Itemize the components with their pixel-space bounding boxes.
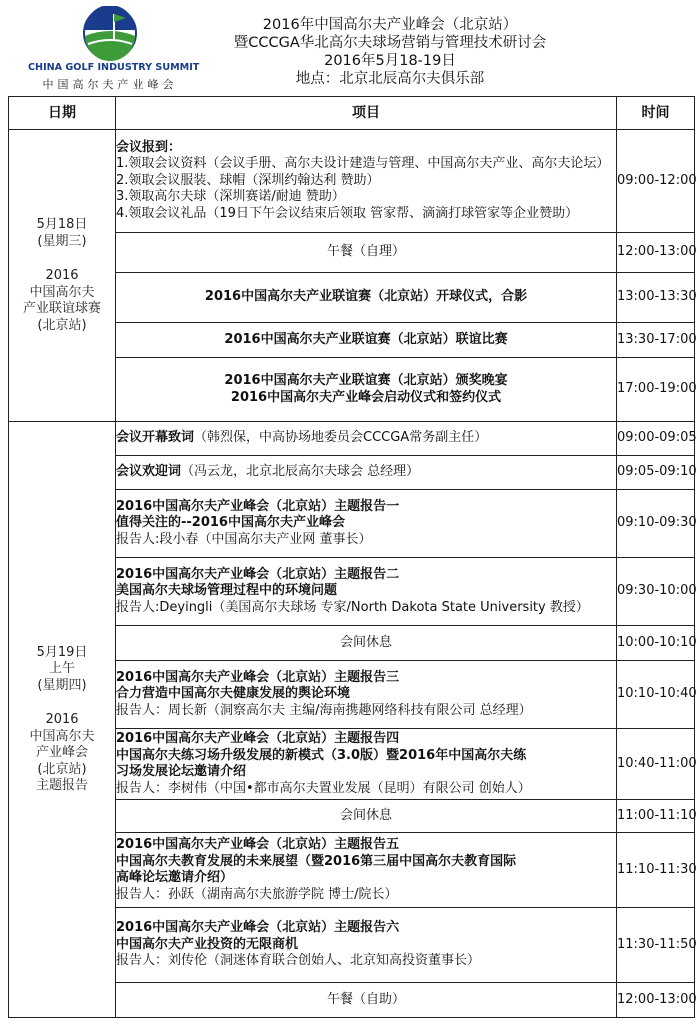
report-4-topic-2: 习场发展论坛邀请介绍 <box>116 764 247 779</box>
registration-title: 会议报到： <box>116 139 182 155</box>
report-2-cell <box>116 558 617 626</box>
time-cell: 11:10-11:30 <box>617 833 695 908</box>
day2-event-name-2: 产业峰会 <box>35 745 88 760</box>
report-6-cell <box>116 908 617 983</box>
day1-date: 5月18日 <box>36 217 88 232</box>
report-5-topic-2: 高峰论坛邀请介绍） <box>116 870 234 885</box>
conference-dates: 2016年5月18-19日 <box>324 53 456 69</box>
day1-event-location: (北京站) <box>37 317 87 333</box>
column-header-date: 日期 <box>9 97 116 130</box>
day2-weekday: (星期四) <box>37 677 87 693</box>
report-5-speaker: 报告人：孙跃（湖南高尔夫旅游学院 博士/院长） <box>116 886 398 902</box>
table-header-row <box>9 97 695 130</box>
welcome-speech-cell <box>116 456 617 490</box>
break-cell: 会间休息 <box>116 800 617 833</box>
conference-subtitle: 暨CCCGA华北高尔夫球场营销与管理技术研讨会 <box>233 35 547 51</box>
welcome-speech-speaker: （冯云龙，北京北辰高尔夫球会 总经理） <box>181 464 420 480</box>
column-header-time: 时间 <box>617 97 695 130</box>
time-cell: 11:30-11:50 <box>617 908 695 983</box>
conference-venue: 地点：北京北辰高尔夫俱乐部 <box>295 71 485 87</box>
time-cell: 10:40-11:00 <box>617 729 695 800</box>
day2-event-location: (北京站) <box>37 761 87 777</box>
conference-title-block <box>160 16 620 88</box>
day1-weekday: (星期三) <box>37 233 87 249</box>
day1-event-year: 2016 <box>45 268 79 283</box>
report-6-speaker: 报告人：刘传伦（洞迷体育联合创始人、北京知高投资董事长） <box>116 953 481 969</box>
report-2-topic: 美国高尔夫球场管理过程中的环境问题 <box>116 583 338 599</box>
day1-event-name-2: 产业联谊球赛 <box>22 301 101 316</box>
time-cell: 09:05-09:10 <box>617 456 695 490</box>
registration-cell <box>116 130 617 233</box>
schedule-table <box>8 96 695 1018</box>
time-cell: 09:00-09:05 <box>617 422 695 456</box>
time-cell: 13:30-17:00 <box>617 323 695 358</box>
table-row <box>9 130 695 233</box>
day2-event-year: 2016 <box>45 712 79 727</box>
report-3-topic: 合力营造中国高尔夫健康发展的舆论环境 <box>116 686 351 702</box>
report-6-topic: 中国高尔夫产业投资的无限商机 <box>116 936 299 952</box>
registration-step-1: 1.领取会议资料（会议手册、高尔夫设计建造与管理、中国高尔夫产业、高尔夫论坛） <box>116 156 610 172</box>
report-1-topic: 值得关注的--2016中国高尔夫产业峰会 <box>116 515 345 531</box>
report-5-title: 2016中国高尔夫产业峰会（北京站）主题报告五 <box>116 837 400 852</box>
time-cell: 12:00-13:00 <box>617 983 695 1018</box>
report-6-title: 2016中国高尔夫产业峰会（北京站）主题报告六 <box>116 920 400 936</box>
time-cell: 09:30-10:00 <box>617 558 695 626</box>
welcome-speech-title: 会议欢迎词 <box>116 464 182 480</box>
day2-date: 5月19日 <box>36 644 88 660</box>
day1-event-name: 中国高尔夫 <box>29 284 95 300</box>
report-2-title: 2016中国高尔夫产业峰会（北京站）主题报告二 <box>116 566 400 582</box>
day1-date-cell <box>9 130 116 422</box>
time-cell: 10:10-10:40 <box>617 661 695 729</box>
report-5-cell <box>116 833 617 908</box>
report-5-topic: 中国高尔夫教育发展的未来展望（暨2016第三届中国高尔夫教育国际 <box>116 853 517 869</box>
time-cell: 13:00-13:30 <box>617 273 695 323</box>
report-1-title: 2016中国高尔夫产业峰会（北京站）主题报告一 <box>116 498 400 514</box>
report-3-cell <box>116 661 617 729</box>
day2-event-type: 主题报告 <box>35 778 88 793</box>
report-4-title: 2016中国高尔夫产业峰会（北京站）主题报告四 <box>116 731 400 746</box>
page-header <box>0 0 700 96</box>
opening-ceremony-cell: 2016中国高尔夫产业联谊赛（北京站）开球仪式，合影 <box>116 273 617 323</box>
registration-step-2: 2.领取会议服装、球帽（深圳约翰达利 赞助） <box>116 172 380 188</box>
time-cell: 10:00-10:10 <box>617 626 695 661</box>
opening-speech-title: 会议开幕致词 <box>116 430 195 446</box>
registration-step-4: 4.领取会议礼品（19日下午会议结束后领取 管家帮、滴滴打球管家等企业赞助） <box>116 205 579 221</box>
opening-speech-speaker: （韩烈保，中高协场地委员会CCCGA常务副主任） <box>194 430 488 446</box>
time-cell: 11:00-11:10 <box>617 800 695 833</box>
time-cell: 09:00-12:00 <box>617 130 695 233</box>
lunch-buffet-cell: 午餐（自助） <box>116 983 617 1018</box>
table-row <box>9 422 695 456</box>
day2-event-name: 中国高尔夫 <box>29 728 95 744</box>
opening-speech-cell <box>116 422 617 456</box>
match-cell: 2016中国高尔夫产业联谊赛（北京站）联谊比赛 <box>116 323 617 358</box>
day2-session: 上午 <box>48 661 75 676</box>
report-3-title: 2016中国高尔夫产业峰会（北京站）主题报告三 <box>116 669 400 685</box>
time-cell: 12:00-13:00 <box>617 233 695 273</box>
report-1-cell <box>116 490 617 558</box>
report-3-speaker: 报告人：周长新（洞察高尔夫 主编/海南携趣网络科技有限公司 总经理） <box>116 702 532 718</box>
column-header-item: 项目 <box>116 97 617 130</box>
award-banquet-title: 2016中国高尔夫产业联谊赛（北京站）颁奖晚宴 <box>224 373 508 388</box>
time-cell: 17:00-19:00 <box>617 358 695 422</box>
report-4-cell <box>116 729 617 800</box>
signing-ceremony-title: 2016中国高尔夫产业峰会启动仪式和签约仪式 <box>230 389 502 405</box>
report-4-speaker: 报告人：李树伟（中国•都市高尔夫置业发展（昆明）有限公司 创始人） <box>116 780 531 796</box>
registration-step-3: 3.领取高尔夫球（深圳赛诺/耐迪 赞助） <box>116 189 345 205</box>
report-1-speaker: 报告人:段小春（中国高尔夫产业网 董事长） <box>116 531 372 547</box>
award-banquet-cell <box>116 358 617 422</box>
logo-chinese-text: 中国高尔夫产业峰会 <box>42 78 178 91</box>
day2-date-cell <box>9 422 116 1018</box>
logo-english-text: CHINA GOLF INDUSTRY SUMMIT <box>28 62 200 73</box>
report-2-speaker: 报告人:Deyingli（美国高尔夫球场 专家/North Dakota State University 教授） <box>116 599 589 615</box>
lunch-cell: 午餐（自理） <box>116 233 617 273</box>
break-cell: 会间休息 <box>116 626 617 661</box>
report-4-topic: 中国高尔夫练习场升级发展的新模式（3.0版）暨2016年中国高尔夫练 <box>116 747 527 763</box>
conference-title: 2016年中国高尔夫产业峰会（北京站） <box>262 17 518 33</box>
time-cell: 09:10-09:30 <box>617 490 695 558</box>
